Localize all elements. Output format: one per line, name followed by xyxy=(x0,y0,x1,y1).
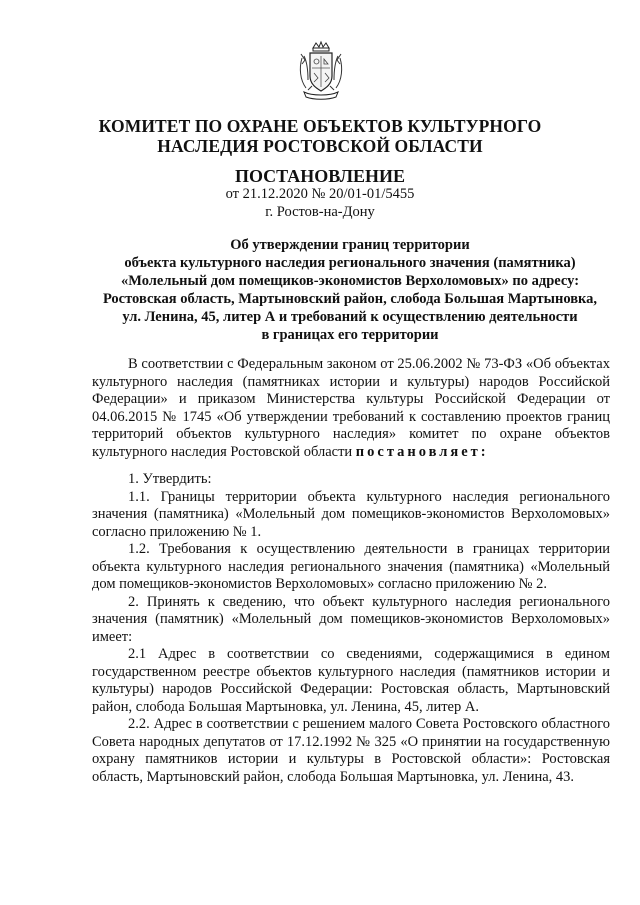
clause-2: 2. Принять к сведению, что объект культурного наследия регионального значения (памятник) «Молельный дом помещиков-экономистов Верхоломовых» имеет: xyxy=(92,593,610,645)
organization-name xyxy=(40,116,600,156)
coat-of-arms-icon xyxy=(296,40,346,102)
subject-line: ул. Ленина, 45, литер А и требований к осуществлению деятельности xyxy=(122,309,578,325)
document-date-number: от 21.12.2020 № 20/01-01/5455 xyxy=(225,186,415,202)
decree-word: постановляет: xyxy=(355,443,489,460)
subject-line: Ростовская область, Мартыновский район, слобода Большая Мартыновка, xyxy=(102,291,598,307)
organization-name-line: НАСЛЕДИЯ РОСТОВСКОЙ ОБЛАСТИ xyxy=(157,136,483,156)
clause-1-2: 1.2. Требования к осуществлению деятельности в границах территории объекта культурного наследия регионального значения (памятника) «Молельный дом помещиков-экономистов Верхоломовых» согласно приложению № 2. xyxy=(92,541,610,592)
subject-line: Об утверждении границ территории xyxy=(230,237,470,253)
document-body xyxy=(92,356,610,786)
document-type: ПОСТАНОВЛЕНИЕ xyxy=(234,166,406,186)
document-city: г. Ростов-на-Дону xyxy=(265,204,375,220)
preamble-paragraph xyxy=(92,356,610,461)
clause-2-2: 2.2. Адрес в соответствии с решением малого Совета Ростовского областного Совета народных депутатов от 17.12.1992 № 325 «О принятии на государственную охрану памятников истории и культуры в Ростовской области»: Ростовская область, Мартыновский район, слобода Большая Мартыновка, ул. Ленина, 43. xyxy=(92,716,610,785)
clause-1: 1. Утвердить: xyxy=(128,471,212,487)
clause-1-1: 1.1. Границы территории объекта культурного наследия регионального значения (памятника) «Молельный дом помещиков-экономистов Верхоломовых» согласно приложению № 1. xyxy=(92,488,610,540)
preamble-text: В соответствии с Федеральным законом от 25.06.2002 № 73-ФЗ «Об объектах культурного наследия (памятниках истории и культуры) народов Российской Федерации» и приказом Министерства культуры Российской Федерации от 04.06.2015 № 1745 «Об утверждении требований к составлению проектов границ территорий объектов культурного наследия» комитет по охране объектов культурного наследия Ростовской области xyxy=(92,356,610,460)
subject-line: объекта культурного наследия регионального значения (памятника) xyxy=(124,255,576,271)
document-subject xyxy=(80,236,620,344)
clause-2-1: 2.1 Адрес в соответствии со сведениями, содержащимися в едином государственном реестре объектов культурного наследия (памятников истории и культуры) народов Российской Федерации: Ростовская область, Мартыновский район, слобода Большая Мартыновка, ул. Ленина, 45, литер А. xyxy=(92,646,610,715)
organization-name-line: КОМИТЕТ ПО ОХРАНЕ ОБЪЕКТОВ КУЛЬТУРНОГО xyxy=(98,116,542,136)
subject-line: в границах его территории xyxy=(261,327,439,343)
subject-line: «Молельный дом помещиков-экономистов Верхоломовых» по адресу: xyxy=(120,273,580,289)
